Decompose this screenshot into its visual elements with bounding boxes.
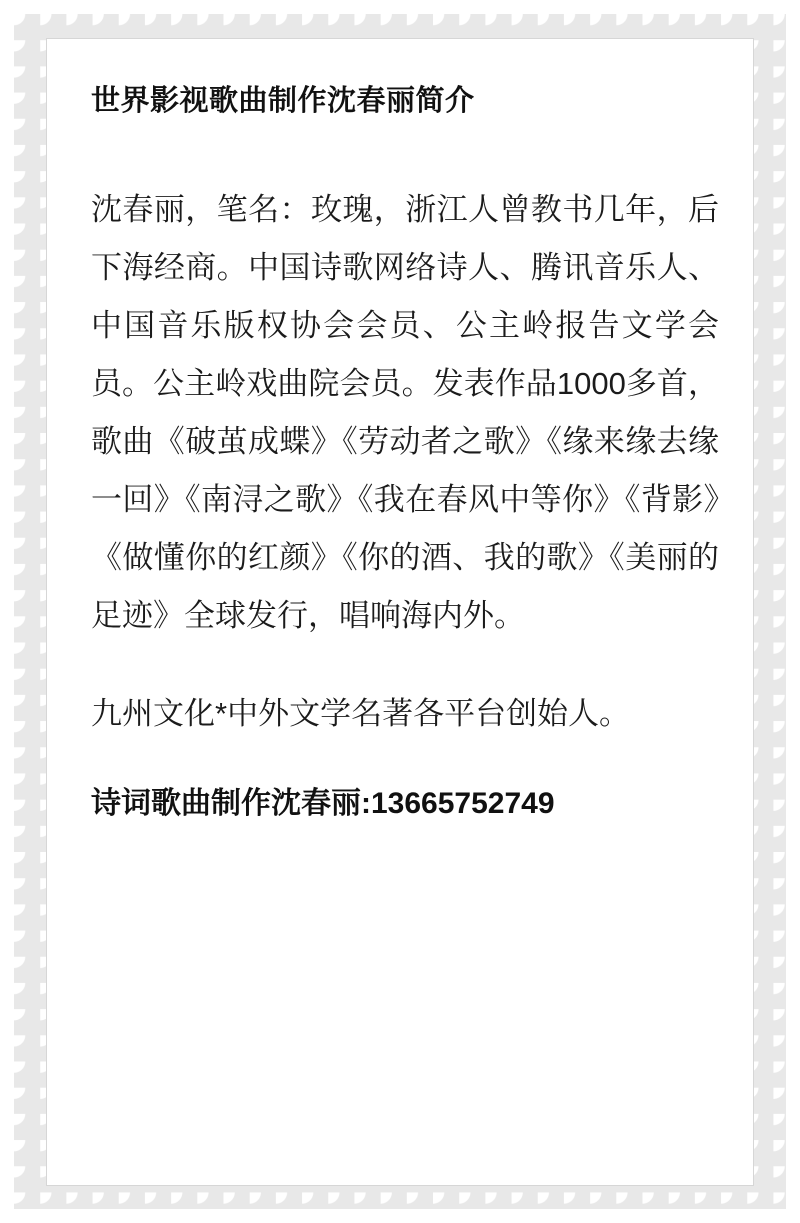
title-spacer (91, 127, 719, 181)
document-content (91, 81, 719, 1165)
document-page (46, 38, 754, 1186)
paragraph-spacer-2 (91, 743, 719, 779)
biography-paragraph: 沈春丽，笔名：玫瑰，浙江人曾教书几年，后下海经商。中国诗歌网络诗人、腾讯音乐人、中国音乐版权协会会员、公主岭报告文学会员。公主岭戏曲院会员。发表作品1000多首，歌曲《破茧成蝶》《劳动者之歌》《缘来缘去缘一回》《南浔之歌》《我在春风中等你》《背影》《做懂你的红颜》《你的酒、我的歌》《美丽的足迹》全球发行，唱响海内外。 (91, 192, 719, 633)
page-title: 世界影视歌曲制作沈春丽简介 (91, 85, 475, 117)
contact-line: 诗词歌曲制作沈春丽:13665752749 (91, 787, 555, 820)
paragraph-spacer-1 (91, 645, 719, 685)
founder-paragraph: 九州文化*中外文学名著各平台创始人。 (91, 696, 631, 731)
